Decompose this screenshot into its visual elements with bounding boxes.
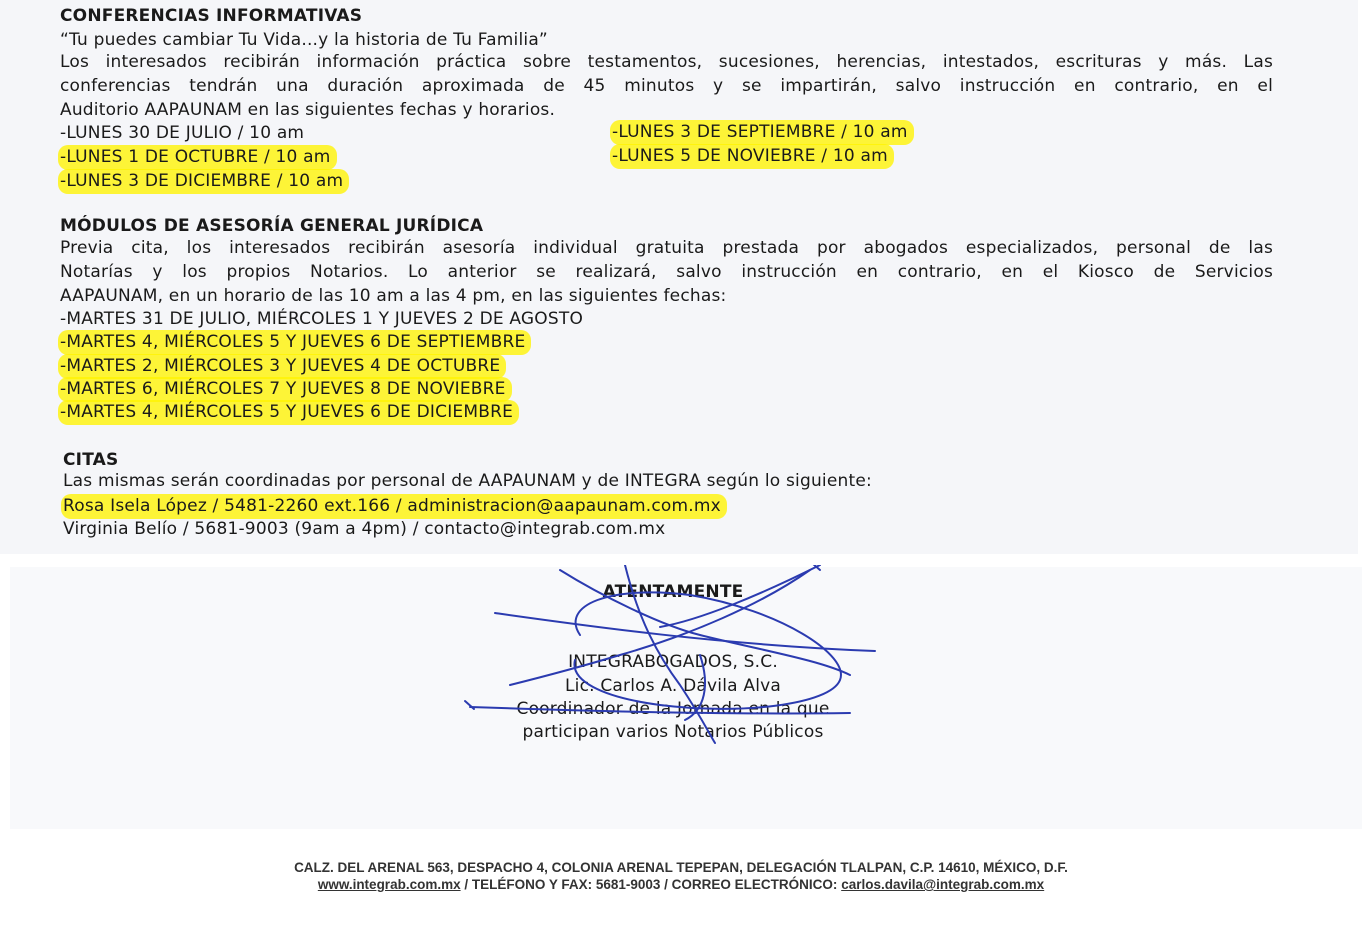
citas-heading: CITAS [63,450,119,470]
citas-intro: Las mismas serán coordinadas por personal de AAPAUNAM y de INTEGRA según lo siguiente: [63,471,872,491]
conferencia-date-2: -LUNES 3 DE SEPTIEMBRE / 10 am [612,121,914,143]
footer-website-link[interactable]: www.integrab.com.mx [317,877,461,892]
conferencia-date-5: -LUNES 3 DE DICIEMBRE / 10 am [60,170,349,192]
modulo-date-4: -MARTES 6, MIÉRCOLES 7 Y JUEVES 8 DE NOVIEBRE [60,378,512,400]
conferencias-paragraph-line-2: conferencias tendrán una duración aproximada de 45 minutos y se impartirán, salvo instrucción en contrario, en el [60,76,1273,96]
signature-role-line-2: participan varios Notarios Públicos [522,722,824,742]
footer-contact-line [0,877,1362,892]
signature-role-line-1: Coordinador de la Jornada en la que [516,699,830,719]
citas-contact-1: Rosa Isela López / 5481-2260 ext.166 / administracion@aapaunam.com.mx [63,495,727,517]
conferencias-heading: CONFERENCIAS INFORMATIVAS [60,6,363,26]
modulo-date-1: -MARTES 31 DE JULIO, MIÉRCOLES 1 Y JUEVES 2 DE AGOSTO [60,309,584,329]
conferencias-paragraph-line-3: Auditorio AAPAUNAM en las siguientes fechas y horarios. [60,100,556,120]
conferencias-paragraph-line-1: Los interesados recibirán información práctica sobre testamentos, sucesiones, herencias, intestados, escrituras y más. Las [60,52,1273,72]
citas-contact-2: Virginia Belío / 5681-9003 (9am a 4pm) / contacto@integrab.com.mx [63,519,666,539]
footer-phone-text: / TELÉFONO Y FAX: 5681-9003 / CORREO ELECTRÓNICO: [460,877,842,892]
modulos-paragraph-line-1: Previa cita, los interesados recibirán asesoría individual gratuita prestada por abogados especializados, personal de las [60,238,1273,258]
footer-address: CALZ. DEL ARENAL 563, DESPACHO 4, COLONIA ARENAL TEPEPAN, DELEGACIÓN TLALPAN, C.P. 14610, MÉXICO, D.F. [294,860,1068,875]
closing-atentamente: ATENTAMENTE [602,582,744,602]
modulos-heading: MÓDULOS DE ASESORÍA GENERAL JURÍDICA [60,216,484,236]
modulo-date-5: -MARTES 4, MIÉRCOLES 5 Y JUEVES 6 DE DICIEMBRE [60,401,519,423]
conferencia-date-1: -LUNES 30 DE JULIO / 10 am [60,123,305,143]
modulo-date-3: -MARTES 2, MIÉRCOLES 3 Y JUEVES 4 DE OCTUBRE [60,355,506,377]
signature-person-name: Lic. Carlos A. Dávila Alva [564,676,781,696]
signature-firm-name: INTEGRABOGADOS, S.C. [568,652,778,672]
conferencia-date-3: -LUNES 1 DE OCTUBRE / 10 am [60,146,337,168]
modulos-paragraph-line-2: Notarías y los propios Notarios. Lo anterior se realizará, salvo instrucción en contrario, en el Kiosco de Servicios [60,262,1273,282]
footer-email-link[interactable]: carlos.davila@integrab.com.mx [841,877,1045,892]
conferencias-slogan: “Tu puedes cambiar Tu Vida...y la historia de Tu Familia” [60,30,548,50]
modulo-date-2: -MARTES 4, MIÉRCOLES 5 Y JUEVES 6 DE SEPTIEMBRE [60,331,531,353]
conferencia-date-4: -LUNES 5 DE NOVIEBRE / 10 am [612,145,894,167]
modulos-paragraph-line-3: AAPAUNAM, en un horario de las 10 am a las 4 pm, en las siguientes fechas: [60,286,727,306]
